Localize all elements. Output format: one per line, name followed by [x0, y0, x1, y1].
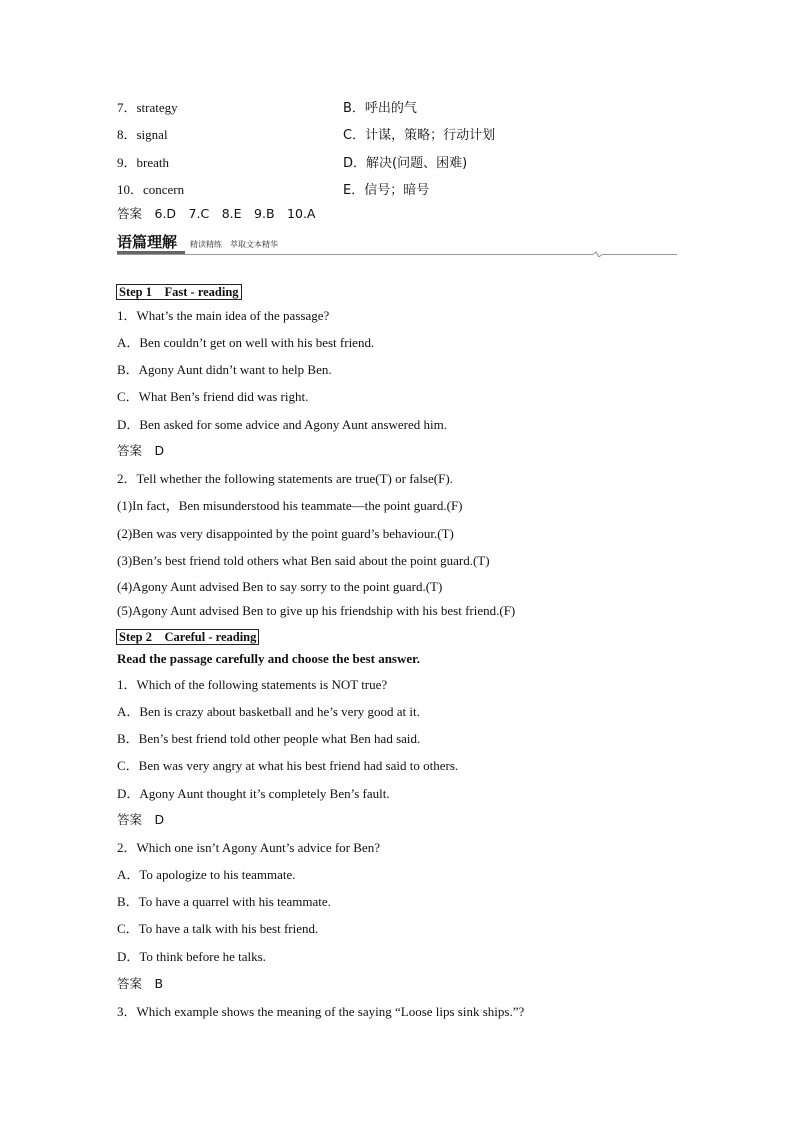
vocab-def-c: C．计谋，策略；行动计划	[343, 128, 496, 143]
section-rule	[117, 251, 677, 257]
vocab-item-7: 7．strategy	[117, 100, 178, 115]
step2-q1-option-d: D．Agony Aunt thought it’s completely Ben’s fault.	[117, 786, 390, 801]
step1-q2-statement-2: (2)Ben was very disappointed by the point guard’s behaviour.(T)	[117, 526, 454, 541]
step1-q1-option-a: A．Ben couldn’t get on well with his best friend.	[117, 335, 375, 350]
step1-q2-statement-1: (1)In fact，Ben misunderstood his teammate—the point guard.(F)	[117, 498, 463, 513]
step2-question-3: 3．Which example shows the meaning of the saying “Loose lips sink ships.”?	[117, 1004, 525, 1019]
step2-label: Step 2 Careful - reading	[116, 629, 259, 645]
section-title: 语篇理解	[117, 233, 178, 251]
section-subtitle: 精读精练 萃取文本精华	[190, 240, 278, 249]
step1-q2-statement-5: (5)Agony Aunt advised Ben to give up his friendship with his best friend.(F)	[117, 603, 516, 618]
step2-q2-option-d: D．To think before he talks.	[117, 949, 266, 964]
step1-question-2: 2．Tell whether the following statements are true(T) or false(F).	[117, 471, 453, 486]
step1-q1-option-d: D．Ben asked for some advice and Agony Aunt answered him.	[117, 417, 447, 432]
step2-question-2: 2．Which one isn’t Agony Aunt’s advice for Ben?	[117, 840, 380, 855]
step2-q1-option-b: B．Ben’s best friend told other people what Ben had said.	[117, 731, 421, 746]
step1-q2-statement-4: (4)Agony Aunt advised Ben to say sorry to the point guard.(T)	[117, 579, 443, 594]
step1-q1-answer: 答案 D	[117, 443, 165, 458]
vocab-def-d: D．解决(问题、困难)	[343, 156, 468, 171]
step2-instruction: Read the passage carefully and choose the best answer.	[117, 651, 420, 666]
step2-question-1: 1．Which of the following statements is NOT true?	[117, 677, 388, 692]
step2-q1-option-c: C．Ben was very angry at what his best friend had said to others.	[117, 758, 459, 773]
vocab-item-9: 9．breath	[117, 155, 169, 170]
vocab-def-b: B．呼出的气	[343, 101, 417, 116]
step2-q2-option-a: A．To apologize to his teammate.	[117, 867, 296, 882]
step1-label: Step 1 Fast - reading	[116, 284, 242, 300]
step2-q2-answer: 答案 B	[117, 976, 164, 991]
step1-question-1: 1．What’s the main idea of the passage?	[117, 308, 330, 323]
vocab-answer: 答案 6.D 7.C 8.E 9.B 10.A	[117, 206, 316, 221]
vocab-def-e: E．信号；暗号	[343, 183, 430, 198]
step2-q2-option-b: B．To have a quarrel with his teammate.	[117, 894, 331, 909]
vocab-item-10: 10．concern	[117, 182, 185, 197]
step2-q1-answer: 答案 D	[117, 812, 165, 827]
vocab-item-8: 8．signal	[117, 127, 168, 142]
step1-q2-statement-3: (3)Ben’s best friend told others what Ben said about the point guard.(T)	[117, 553, 490, 568]
step1-q1-option-b: B．Agony Aunt didn’t want to help Ben.	[117, 362, 332, 377]
step2-q1-option-a: A．Ben is crazy about basketball and he’s very good at it.	[117, 704, 420, 719]
step1-q1-option-c: C．What Ben’s friend did was right.	[117, 389, 309, 404]
step2-q2-option-c: C．To have a talk with his best friend.	[117, 921, 319, 936]
